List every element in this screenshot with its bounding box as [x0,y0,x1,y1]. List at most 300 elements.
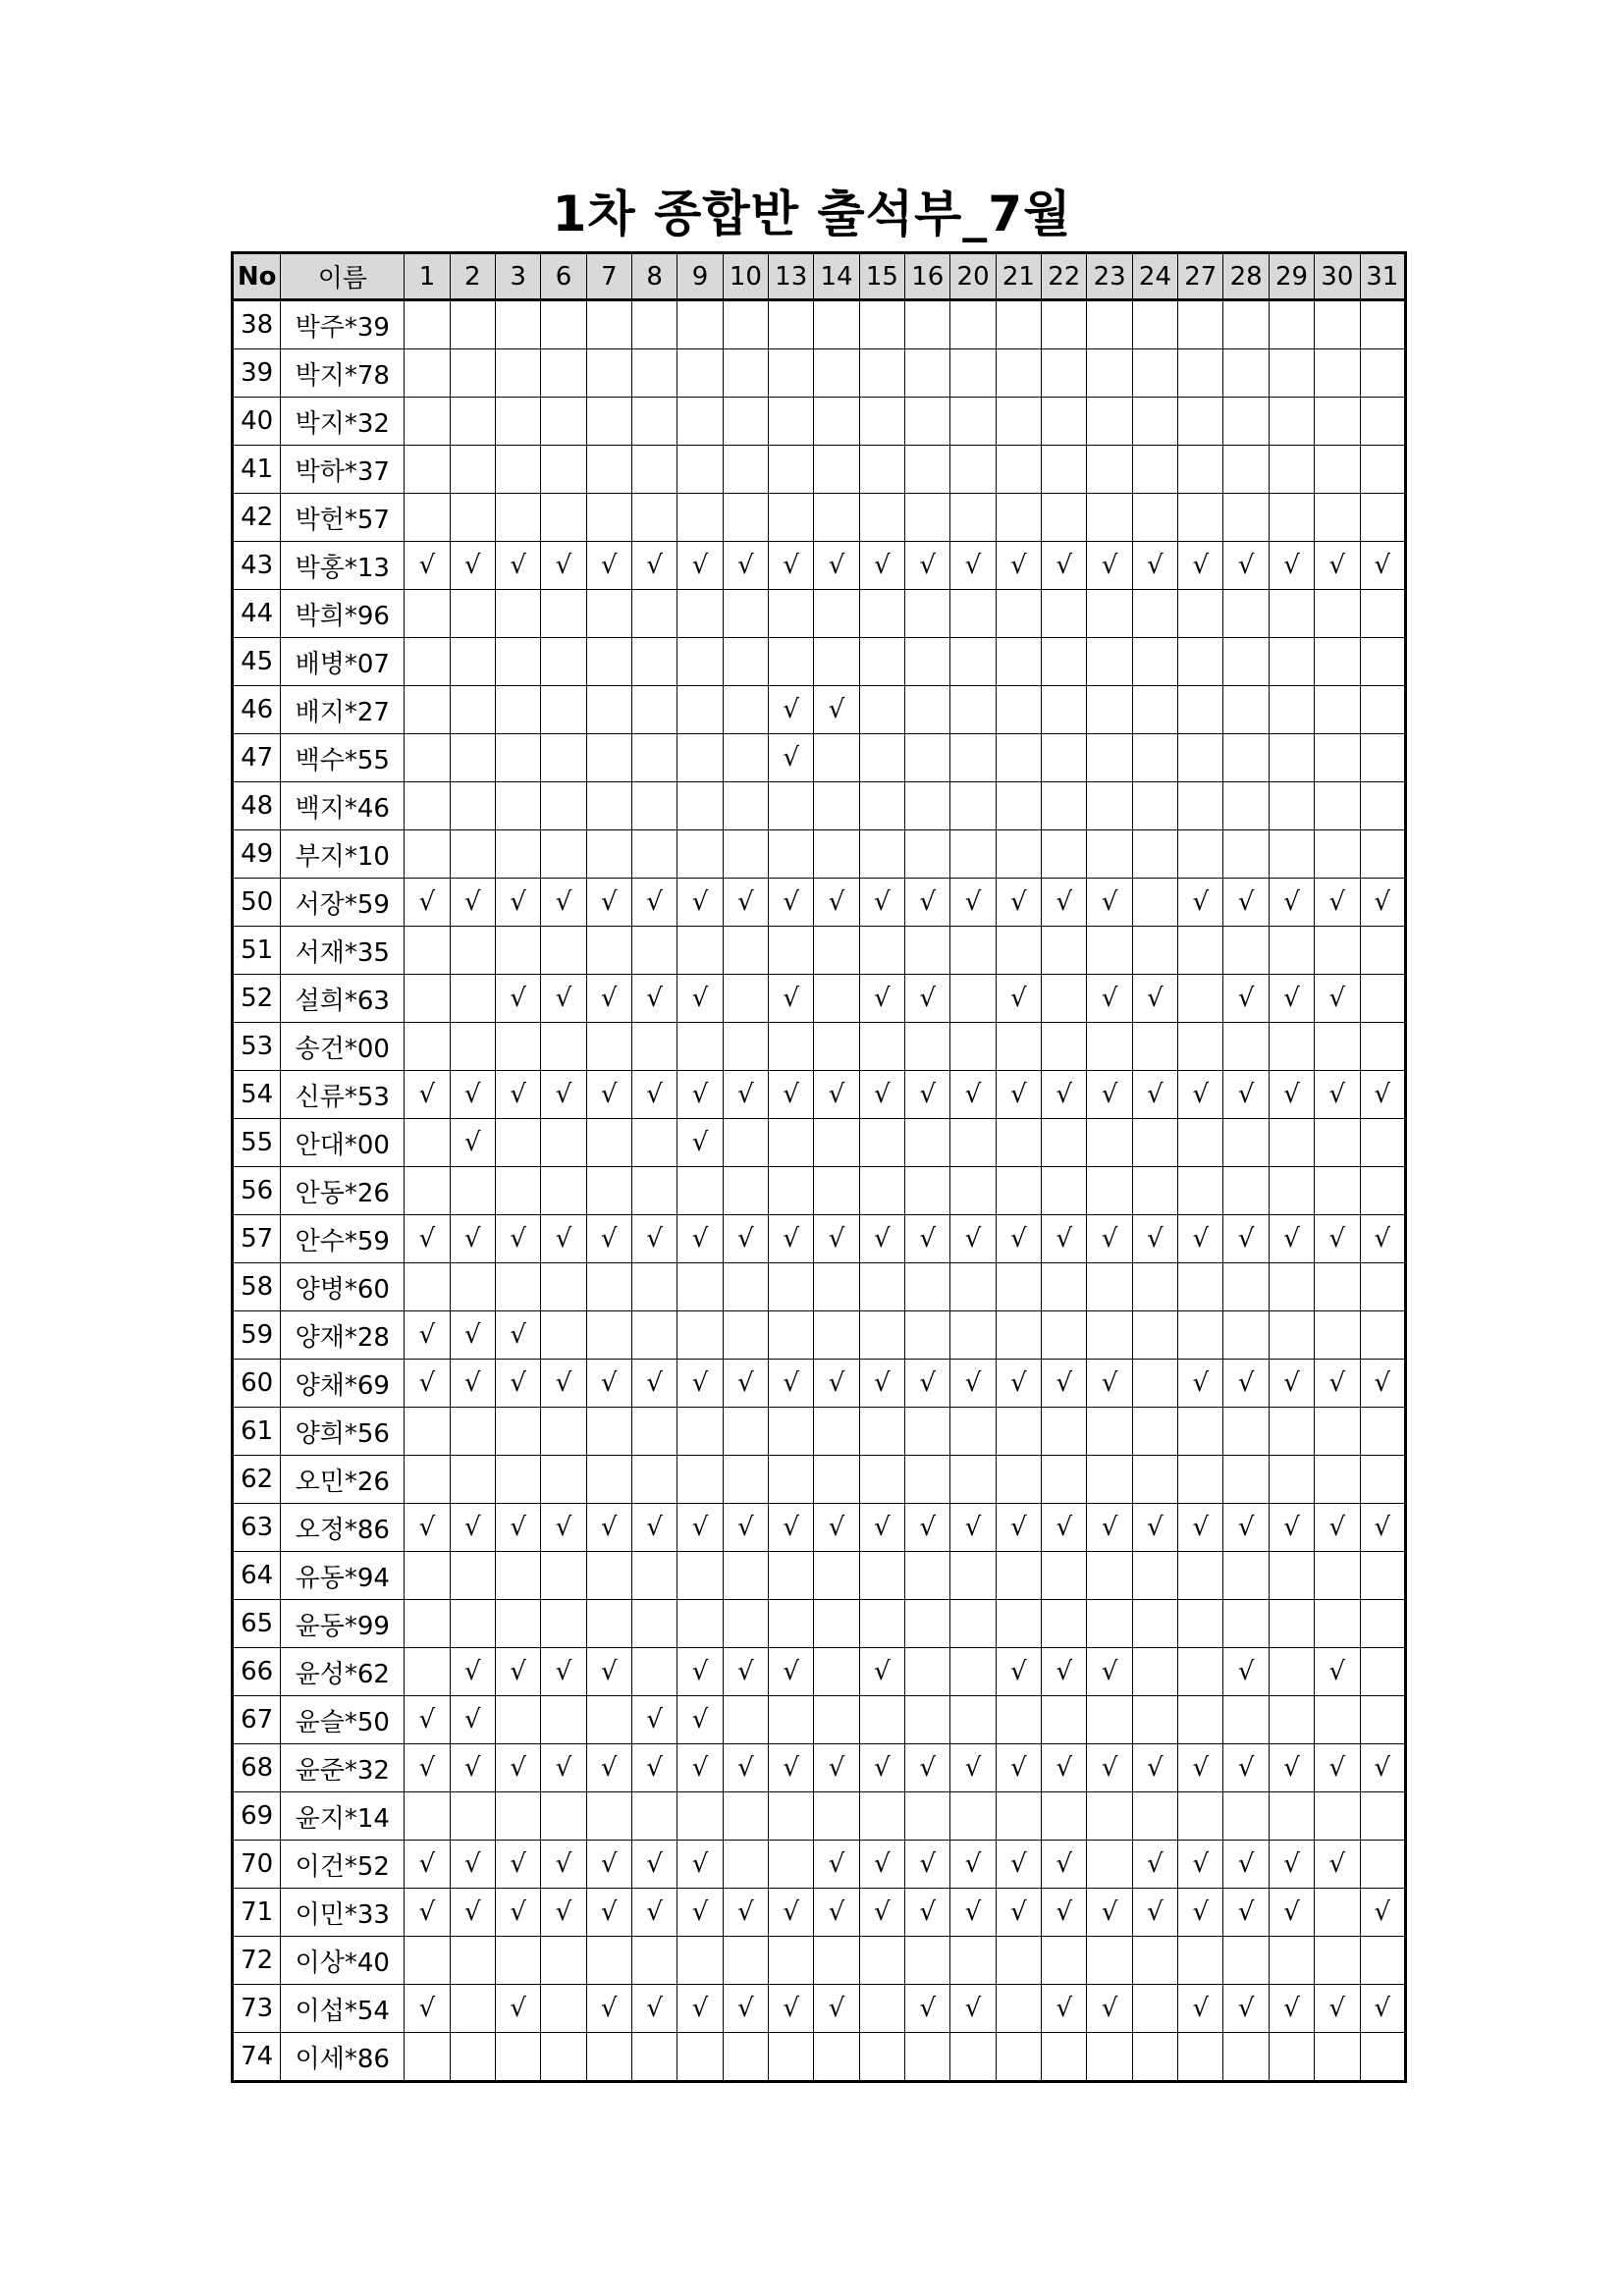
header-day: 20 [950,253,996,300]
attendance-cell [814,494,859,542]
header-day: 24 [1132,253,1177,300]
attendance-cell [586,686,631,734]
attendance-cell [1315,1408,1360,1456]
attendance-cell [405,1648,450,1696]
check-mark: √ [1374,1994,1391,2023]
attendance-cell [677,349,723,398]
attendance-cell [1269,1023,1314,1071]
check-mark: √ [783,695,799,724]
attendance-cell [677,1792,723,1841]
attendance-cell [541,1744,586,1792]
attendance-cell [1223,1600,1269,1648]
attendance-cell [632,686,677,734]
attendance-cell [723,1889,768,1937]
attendance-cell [1360,1889,1405,1937]
attendance-cell [1178,1552,1223,1600]
check-mark: √ [1101,1994,1118,2023]
attendance-cell [814,1504,859,1552]
attendance-cell [1315,879,1360,927]
check-mark: √ [1374,1368,1391,1398]
attendance-cell [1223,686,1269,734]
attendance-cell [1178,1167,1223,1215]
check-mark: √ [828,1080,845,1109]
attendance-cell [586,975,631,1023]
attendance-cell [723,975,768,1023]
attendance-cell [905,542,950,590]
attendance-cell [1042,1311,1087,1360]
attendance-cell [586,542,631,590]
check-mark: √ [510,1513,526,1542]
attendance-cell [1178,590,1223,638]
check-mark: √ [510,1753,526,1783]
check-mark: √ [1283,1080,1300,1109]
check-mark: √ [783,743,799,773]
attendance-cell [950,782,996,830]
attendance-cell [1269,1263,1314,1311]
attendance-cell [950,1023,996,1071]
attendance-cell [677,1071,723,1119]
attendance-cell [632,1456,677,1504]
check-mark: √ [464,1897,481,1927]
student-name: 박지*78 [281,349,405,398]
attendance-cell [996,1841,1041,1889]
check-mark: √ [1283,984,1300,1013]
attendance-cell [769,638,814,686]
attendance-cell [632,349,677,398]
attendance-cell [450,1456,495,1504]
check-mark: √ [737,1753,754,1783]
attendance-cell [1315,542,1360,590]
student-name: 이상*40 [281,1937,405,1985]
attendance-cell [677,1408,723,1456]
check-mark: √ [737,1224,754,1254]
attendance-cell [905,1937,950,1985]
attendance-cell [859,734,904,782]
attendance-cell [1178,1792,1223,1841]
attendance-cell [632,1311,677,1360]
check-mark: √ [1328,1657,1346,1686]
attendance-cell [769,927,814,975]
attendance-cell [1269,1889,1314,1937]
attendance-cell [450,1744,495,1792]
attendance-cell [1042,398,1087,446]
attendance-cell [586,927,631,975]
check-mark: √ [510,1224,526,1254]
row-number: 46 [233,686,281,734]
attendance-cell [405,590,450,638]
check-mark: √ [783,984,799,1013]
attendance-cell [769,542,814,590]
attendance-cell [632,975,677,1023]
attendance-cell [1269,1215,1314,1263]
check-mark: √ [828,1368,845,1398]
attendance-cell [1223,1504,1269,1552]
row-number: 39 [233,349,281,398]
attendance-cell [1178,398,1223,446]
student-name: 이세*86 [281,2033,405,2082]
attendance-cell [1360,1504,1405,1552]
check-mark: √ [646,887,663,917]
check-mark: √ [1192,1080,1210,1109]
check-mark: √ [464,1080,481,1109]
attendance-cell [1132,830,1177,879]
attendance-cell [541,1985,586,2033]
check-mark: √ [691,1128,709,1157]
attendance-cell [677,1215,723,1263]
attendance-cell [450,349,495,398]
check-mark: √ [737,1368,754,1398]
attendance-cell [1315,1889,1360,1937]
check-mark: √ [783,1657,799,1686]
attendance-cell [450,1552,495,1600]
attendance-cell [769,975,814,1023]
check-mark: √ [1374,1897,1391,1927]
attendance-cell [677,1937,723,1985]
attendance-cell [1223,734,1269,782]
attendance-cell [1178,1504,1223,1552]
attendance-cell [632,2033,677,2082]
attendance-cell [1360,398,1405,446]
table-body [233,300,1406,2082]
attendance-cell [1132,398,1177,446]
check-mark: √ [1010,1849,1027,1879]
attendance-cell [450,1071,495,1119]
attendance-cell [1087,1263,1132,1311]
attendance-cell [769,1841,814,1889]
check-mark: √ [1192,1513,1210,1542]
attendance-cell [495,1889,540,1937]
table-row [233,1119,1406,1167]
header-day: 13 [769,253,814,300]
attendance-cell [1315,1600,1360,1648]
student-name: 배병*07 [281,638,405,686]
check-mark: √ [1192,1753,1210,1783]
check-mark: √ [1328,1994,1346,2023]
attendance-cell [632,1985,677,2033]
check-mark: √ [1328,887,1346,917]
table-row [233,1841,1406,1889]
attendance-cell [1269,1360,1314,1408]
attendance-cell [905,1360,950,1408]
attendance-cell [1178,300,1223,349]
row-number: 74 [233,2033,281,2082]
attendance-cell [1178,1600,1223,1648]
attendance-cell [905,1792,950,1841]
attendance-cell [723,1696,768,1744]
attendance-cell [677,1648,723,1696]
attendance-cell [677,638,723,686]
check-mark: √ [601,1513,618,1542]
attendance-cell [1269,1696,1314,1744]
check-mark: √ [919,1753,937,1783]
attendance-cell [1315,1696,1360,1744]
attendance-cell [1132,686,1177,734]
table-row [233,927,1406,975]
check-mark: √ [691,1080,709,1109]
attendance-cell [632,398,677,446]
attendance-cell [586,1696,631,1744]
attendance-cell [405,1456,450,1504]
attendance-cell [996,590,1041,638]
header-day: 30 [1315,253,1360,300]
attendance-cell [723,1215,768,1263]
attendance-cell [405,1408,450,1456]
check-mark: √ [1101,1897,1118,1927]
attendance-cell [677,2033,723,2082]
attendance-cell [1042,927,1087,975]
attendance-cell [541,1071,586,1119]
attendance-cell [1269,1841,1314,1889]
attendance-cell [1087,1456,1132,1504]
attendance-cell [1360,494,1405,542]
attendance-cell [996,686,1041,734]
attendance-cell [495,1215,540,1263]
attendance-cell [495,830,540,879]
header-day: 16 [905,253,950,300]
check-mark: √ [964,1753,982,1783]
attendance-cell [814,1937,859,1985]
attendance-cell [1223,830,1269,879]
table-row [233,975,1406,1023]
attendance-cell [541,1311,586,1360]
attendance-cell [1087,927,1132,975]
attendance-cell [723,879,768,927]
check-mark: √ [1192,1897,1210,1927]
attendance-cell [632,1071,677,1119]
attendance-cell [405,542,450,590]
attendance-cell [495,494,540,542]
row-number: 73 [233,1985,281,2033]
header-day: 22 [1042,253,1087,300]
attendance-cell [1360,1600,1405,1648]
attendance-cell [1178,686,1223,734]
attendance-cell [1087,782,1132,830]
student-name: 백지*46 [281,782,405,830]
attendance-cell [541,638,586,686]
attendance-cell [1269,1985,1314,2033]
attendance-cell [1087,830,1132,879]
attendance-cell [814,975,859,1023]
attendance-cell [495,1408,540,1456]
attendance-cell [996,1504,1041,1552]
header-day: 31 [1360,253,1405,300]
attendance-cell [677,1889,723,1937]
attendance-cell [723,349,768,398]
attendance-cell [586,1360,631,1408]
attendance-cell [541,398,586,446]
attendance-cell [1315,1648,1360,1696]
check-mark: √ [1328,1080,1346,1109]
attendance-cell [1132,1648,1177,1696]
attendance-cell [814,1552,859,1600]
check-mark: √ [1101,1224,1118,1254]
check-mark: √ [964,1368,982,1398]
attendance-cell [1042,1552,1087,1600]
attendance-cell [769,1889,814,1937]
attendance-cell [1223,2033,1269,2082]
attendance-cell [450,734,495,782]
row-number: 60 [233,1360,281,1408]
attendance-cell [1087,1744,1132,1792]
attendance-cell [450,1792,495,1841]
attendance-cell [769,590,814,638]
attendance-cell [677,1744,723,1792]
check-mark: √ [1147,1224,1164,1254]
attendance-cell [950,349,996,398]
check-mark: √ [737,1657,754,1686]
attendance-cell [996,542,1041,590]
attendance-cell [1223,1937,1269,1985]
attendance-cell [723,686,768,734]
attendance-cell [1042,1985,1087,2033]
attendance-cell [1042,1360,1087,1408]
attendance-cell [495,590,540,638]
attendance-cell [1087,349,1132,398]
attendance-cell [1223,1648,1269,1696]
attendance-cell [1132,300,1177,349]
attendance-cell [769,1792,814,1841]
attendance-cell [495,1937,540,1985]
check-mark: √ [464,1849,481,1879]
attendance-cell [723,927,768,975]
row-number: 67 [233,1696,281,1744]
check-mark: √ [510,1849,526,1879]
attendance-cell [1042,1167,1087,1215]
attendance-cell [1042,830,1087,879]
attendance-cell [450,1167,495,1215]
attendance-cell [586,1119,631,1167]
attendance-cell [1360,446,1405,494]
check-mark: √ [1010,1224,1027,1254]
check-mark: √ [1010,887,1027,917]
attendance-cell [450,1696,495,1744]
attendance-cell [950,1119,996,1167]
attendance-cell [405,349,450,398]
attendance-cell [1223,1167,1269,1215]
attendance-cell [495,1552,540,1600]
check-mark: √ [1283,1897,1300,1927]
attendance-cell [677,1360,723,1408]
attendance-cell [586,1215,631,1263]
attendance-cell [1223,542,1269,590]
attendance-cell [1223,975,1269,1023]
attendance-cell [1269,494,1314,542]
check-mark: √ [646,1368,663,1398]
check-mark: √ [783,551,799,580]
attendance-cell [450,1119,495,1167]
attendance-cell [541,927,586,975]
check-mark: √ [601,1080,618,1109]
attendance-cell [1360,1841,1405,1889]
attendance-cell [996,1311,1041,1360]
attendance-cell [905,300,950,349]
attendance-cell [632,927,677,975]
row-number: 71 [233,1889,281,1937]
check-mark: √ [1237,1224,1255,1254]
table-row [233,1215,1406,1263]
attendance-cell [1178,446,1223,494]
attendance-cell [677,1119,723,1167]
check-mark: √ [601,1657,618,1686]
attendance-cell [950,1456,996,1504]
attendance-cell [859,1985,904,2033]
attendance-cell [405,927,450,975]
attendance-cell [1360,1263,1405,1311]
table-row [233,542,1406,590]
attendance-cell [541,830,586,879]
check-mark: √ [418,1513,436,1542]
attendance-cell [1178,734,1223,782]
student-name: 윤지*14 [281,1792,405,1841]
attendance-cell [450,879,495,927]
attendance-cell [723,494,768,542]
attendance-cell [769,1023,814,1071]
student-name: 배지*27 [281,686,405,734]
attendance-cell [950,1985,996,2033]
table-row [233,446,1406,494]
attendance-cell [1132,1071,1177,1119]
attendance-cell [1360,686,1405,734]
check-mark: √ [1056,1897,1073,1927]
attendance-cell [1315,830,1360,879]
attendance-cell [495,1841,540,1889]
check-mark: √ [874,1849,891,1879]
attendance-cell [632,1167,677,1215]
attendance-cell [1087,1504,1132,1552]
attendance-cell [1315,1311,1360,1360]
attendance-cell [859,542,904,590]
attendance-cell [1360,590,1405,638]
attendance-cell [996,1985,1041,2033]
attendance-cell [405,1985,450,2033]
attendance-cell [723,1360,768,1408]
attendance-cell [1315,349,1360,398]
attendance-cell [814,590,859,638]
check-mark: √ [1237,984,1255,1013]
attendance-cell [1223,1744,1269,1792]
check-mark: √ [1056,1513,1073,1542]
attendance-cell [723,1648,768,1696]
attendance-cell [450,638,495,686]
attendance-cell [450,1408,495,1456]
attendance-cell [1360,1360,1405,1408]
check-mark: √ [418,1705,436,1735]
attendance-cell [1223,1408,1269,1456]
attendance-cell [677,879,723,927]
check-mark: √ [1328,1849,1346,1879]
table-row [233,1889,1406,1937]
attendance-cell [814,1023,859,1071]
attendance-cell [632,494,677,542]
attendance-cell [1269,1744,1314,1792]
check-mark: √ [1237,1849,1255,1879]
attendance-cell [495,782,540,830]
row-number: 63 [233,1504,281,1552]
attendance-cell [405,1167,450,1215]
check-mark: √ [1101,1368,1118,1398]
check-mark: √ [1010,551,1027,580]
attendance-cell [1315,446,1360,494]
attendance-cell [1132,1841,1177,1889]
attendance-cell [1132,1311,1177,1360]
attendance-cell [1223,446,1269,494]
attendance-cell [996,1792,1041,1841]
table-row [233,686,1406,734]
attendance-cell [769,1456,814,1504]
attendance-cell [859,1937,904,1985]
attendance-cell [1315,494,1360,542]
check-mark: √ [418,1368,436,1398]
